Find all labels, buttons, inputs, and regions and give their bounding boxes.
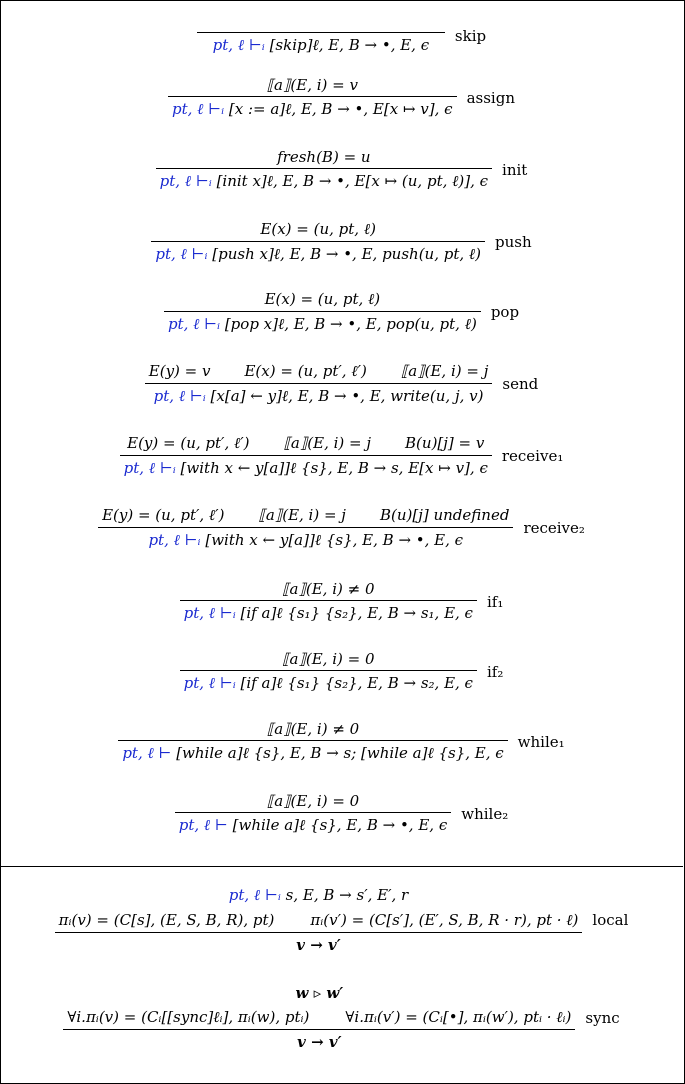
premise: πᵢ(v) = (C[s], (E, S, B, R), pt) <box>58 911 275 929</box>
conclusion: v → v′ <box>296 936 341 954</box>
premise-top: w ▹ w′ <box>295 984 344 1002</box>
premises <box>63 984 575 1029</box>
rule-name: send <box>502 375 539 393</box>
rule-assign <box>0 76 683 119</box>
premise: ∀i.πᵢ(v′) = (Cᵢ[•], πᵢ(w′), ptᵢ · ℓᵢ) <box>345 1008 572 1026</box>
conclusion: pt, ℓ ⊢ᵢ [push x]ℓ, E, B → •, E, push(u, pt, ℓ) <box>155 245 482 263</box>
premise: ⟦a⟧(E, i) ≠ 0 <box>282 580 375 598</box>
rule-name: receive₂ <box>523 519 585 537</box>
conclusion: v → v′ <box>297 1033 342 1051</box>
rule-name: local <box>592 911 629 929</box>
rule-sync <box>0 984 683 1051</box>
rule-name: push <box>495 233 532 251</box>
premise: ⟦a⟧(E, i) = j <box>283 434 372 452</box>
rule-receive2 <box>0 506 683 550</box>
premise: ⟦a⟧(E, i) ≠ 0 <box>266 720 360 738</box>
premise: E(y) = (u, pt′, ℓ′) <box>127 434 250 452</box>
rule-name: assign <box>466 88 515 107</box>
rule-send <box>0 362 683 406</box>
premise-top: pt, ℓ ⊢ᵢ s, E, B → s′, E′, r <box>228 886 409 904</box>
premise: E(y) = v <box>148 362 211 380</box>
conclusion: pt, ℓ ⊢ [while a]ℓ {s}, E, B → s; [while a]ℓ {s}, E, ϵ <box>122 744 504 762</box>
premises <box>98 506 513 527</box>
rule-name: pop <box>490 303 520 321</box>
premises <box>55 886 583 932</box>
premise: B(u)[j] undefined <box>379 506 510 524</box>
premise: πᵢ(v′) = (C[s′], (E′, S, B, R · r), pt · ℓ) <box>310 911 579 929</box>
conclusion: pt, ℓ ⊢ᵢ [x[a] ← y]ℓ, E, B → •, E, write(u, j, v) <box>153 387 484 405</box>
conclusion: pt, ℓ ⊢ᵢ [with x ← y[a]]ℓ {s}, E, B → •, E, ϵ <box>148 531 464 549</box>
rule-while1 <box>0 720 683 763</box>
conclusion: pt, ℓ ⊢ᵢ [init x]ℓ, E, B → •, E[x ↦ (u, pt, ℓ)], ϵ <box>159 172 489 190</box>
premise: ⟦a⟧(E, i) = j <box>400 362 489 380</box>
premise <box>317 16 325 32</box>
premise: E(x) = (u, pt, ℓ) <box>264 290 381 308</box>
rule-name: if₁ <box>486 592 504 611</box>
premise: ∀i.πᵢ(v) = (Cᵢ[[sync]ℓᵢ], πᵢ(w), ptᵢ) <box>67 1008 310 1026</box>
premise: ⟦a⟧(E, i) = j <box>258 506 346 524</box>
rule-receive1 <box>0 434 683 478</box>
rule-name: while₁ <box>517 732 565 751</box>
rule-push <box>0 220 683 264</box>
conclusion: pt, ℓ ⊢ᵢ [if a]ℓ {s₁} {s₂}, E, B → s₁, E, ϵ <box>183 604 473 622</box>
conclusion: pt, ℓ ⊢ᵢ [if a]ℓ {s₁} {s₂}, E, B → s₂, E, ϵ <box>183 674 473 692</box>
conclusion: pt, ℓ ⊢ᵢ [with x ← y[a]]ℓ {s}, E, B → s, E[x ↦ v], ϵ <box>123 459 488 477</box>
premises <box>123 434 488 455</box>
rule-init <box>0 148 683 191</box>
rule-name: while₂ <box>461 804 509 823</box>
premise: ⟦a⟧(E, i) = 0 <box>282 650 375 668</box>
premise: ⟦a⟧(E, i) = v <box>266 76 358 94</box>
premise: E(y) = (u, pt′, ℓ′) <box>102 506 225 524</box>
rule-local <box>0 886 683 954</box>
premise: B(u)[j] = v <box>405 434 485 452</box>
premise: fresh(B) = u <box>277 148 371 166</box>
rule-pop <box>0 290 683 334</box>
rule-name: skip <box>454 26 487 45</box>
premise: E(x) = (u, pt′, ℓ′) <box>244 362 367 380</box>
rule-name: receive₁ <box>501 447 564 465</box>
rule-name: if₂ <box>486 662 504 681</box>
conclusion: pt, ℓ ⊢ᵢ [x := a]ℓ, E, B → •, E[x ↦ v], ϵ <box>172 100 453 118</box>
rule-if2 <box>0 650 683 693</box>
premise: ⟦a⟧(E, i) = 0 <box>266 792 360 810</box>
conclusion: pt, ℓ ⊢ [while a]ℓ {s}, E, B → •, E, ϵ <box>178 816 448 834</box>
conclusion: pt, ℓ ⊢ᵢ [skip]ℓ, E, B → •, E, ϵ <box>212 36 430 54</box>
section-divider <box>0 866 683 867</box>
rule-name: sync <box>585 1008 620 1027</box>
rule-skip <box>0 16 683 55</box>
premise: E(x) = (u, pt, ℓ) <box>260 220 376 238</box>
conclusion: pt, ℓ ⊢ᵢ [pop x]ℓ, E, B → •, E, pop(u, pt, ℓ) <box>167 315 477 333</box>
rule-while2 <box>0 792 683 835</box>
premises <box>145 362 493 383</box>
rule-if1 <box>0 580 683 623</box>
rule-name: init <box>502 160 528 179</box>
